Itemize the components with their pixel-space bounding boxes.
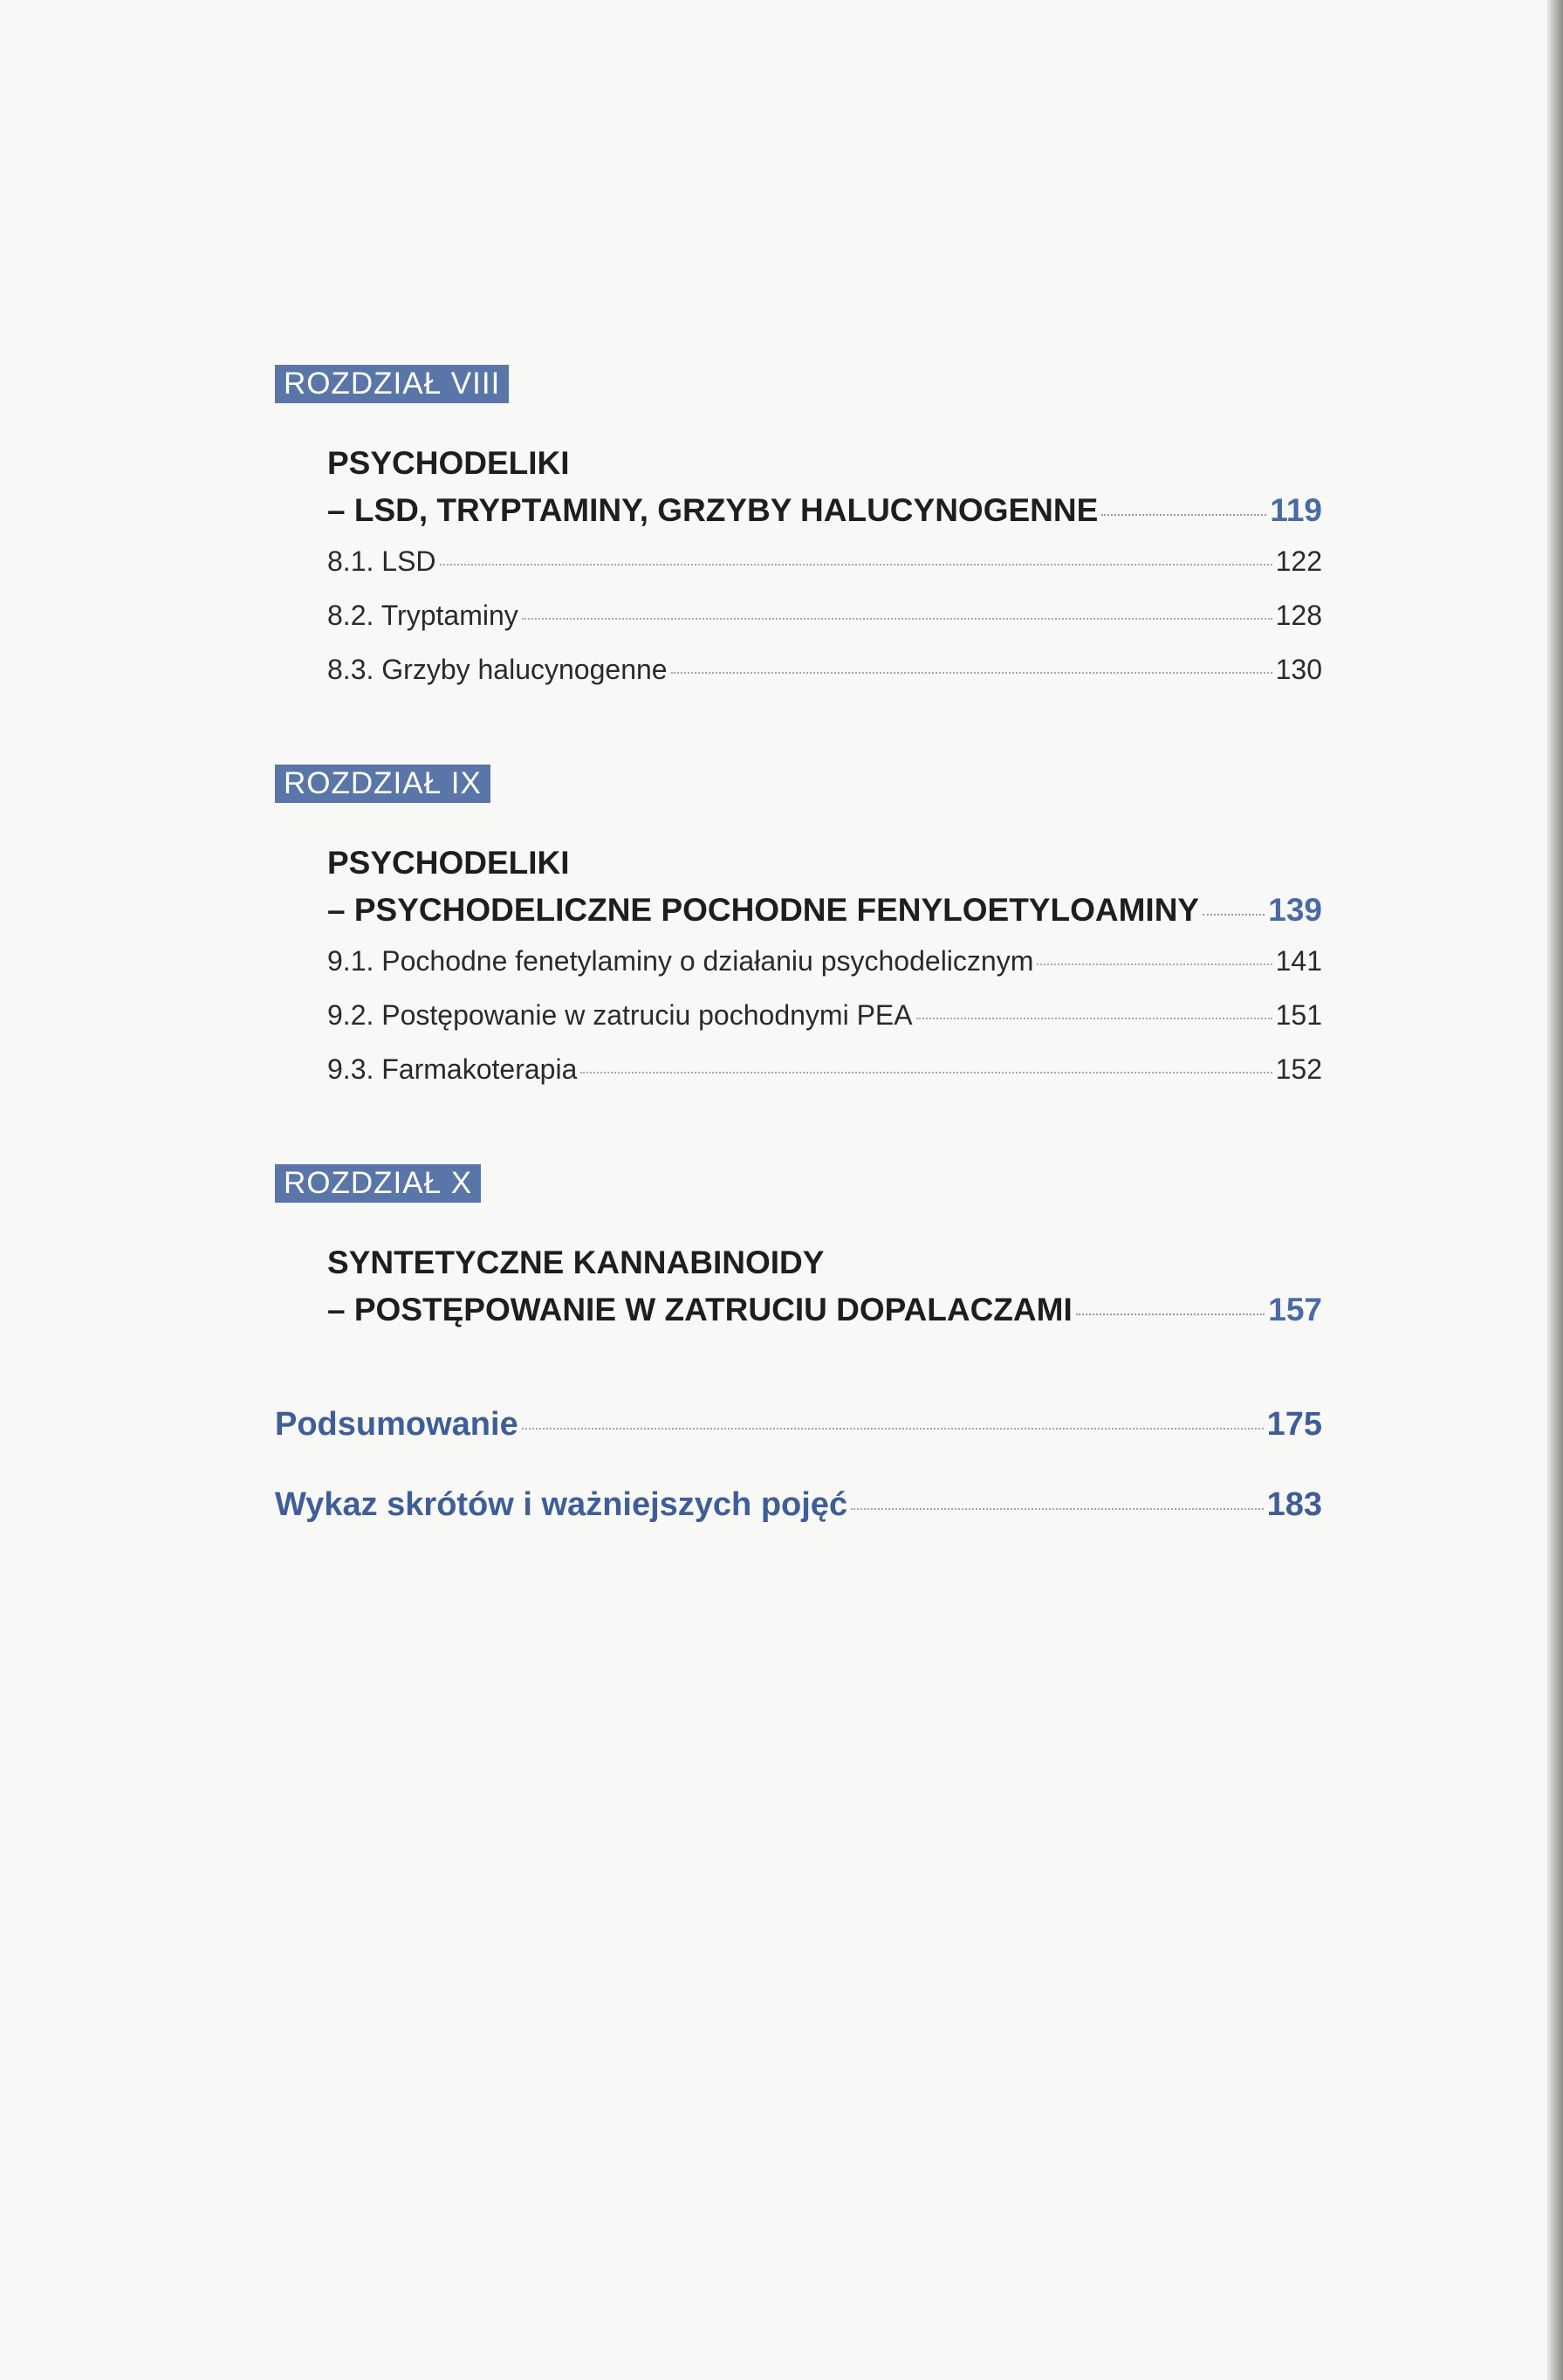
dot-leader: [1101, 514, 1266, 516]
section-entry[interactable]: [327, 1042, 1322, 1096]
chapter-title: PSYCHODELIKI: [327, 445, 570, 481]
chapter-viii: [275, 365, 1322, 696]
section-entry[interactable]: [327, 534, 1322, 588]
dot-leader: [580, 1072, 1272, 1073]
back-matter-label: Podsumowanie: [275, 1406, 518, 1443]
chapter-badge: ROZDZIAŁ X: [275, 1164, 481, 1203]
page-number: 122: [1275, 545, 1322, 577]
chapter-badge: ROZDZIAŁ IX: [275, 765, 490, 803]
page-number: 175: [1266, 1406, 1322, 1443]
section-entry[interactable]: [327, 988, 1322, 1042]
back-matter-label: Wykaz skrótów i ważniejszych pojęć: [275, 1486, 848, 1523]
page-number: 157: [1268, 1292, 1322, 1327]
chapter-entry[interactable]: [327, 1286, 1322, 1334]
chapter-ix: [275, 765, 1322, 1096]
chapter-title: PSYCHODELIKI: [327, 845, 570, 881]
chapter-badge: ROZDZIAŁ VIII: [275, 365, 509, 403]
page-number: 119: [1270, 492, 1322, 528]
chapter-x: [275, 1164, 1322, 1334]
page-number: 152: [1275, 1053, 1322, 1085]
page-number: 151: [1275, 999, 1322, 1031]
page-number: 128: [1275, 600, 1322, 631]
section-entry[interactable]: [327, 642, 1322, 696]
chapter-entry[interactable]: [327, 887, 1322, 934]
page-number: 130: [1275, 654, 1322, 685]
section-label: 9.2. Postępowanie w zatruciu pochodnymi PEA: [327, 999, 913, 1031]
chapter-body: [275, 840, 1322, 1096]
dot-leader: [1203, 914, 1265, 916]
section-label: 8.2. Tryptaminy: [327, 600, 518, 631]
dot-leader: [851, 1508, 1264, 1510]
dot-leader: [916, 1018, 1272, 1019]
dot-leader: [440, 564, 1272, 566]
page-number: 139: [1268, 892, 1322, 928]
dot-leader: [522, 1428, 1264, 1430]
book-spine-shadow: [1547, 0, 1563, 2380]
page-number: 183: [1266, 1486, 1322, 1523]
chapter-subtitle: – POSTĘPOWANIE W ZATRUCIU DOPALACZAMI: [327, 1292, 1073, 1327]
dot-leader: [1076, 1313, 1265, 1315]
chapter-subtitle: – PSYCHODELICZNE POCHODNE FENYLOETYLOAMINY: [327, 892, 1200, 928]
section-entry[interactable]: [327, 934, 1322, 988]
back-matter-entry[interactable]: [275, 1384, 1322, 1464]
section-label: 9.1. Pochodne fenetylaminy o działaniu psychodelicznym: [327, 945, 1034, 977]
chapter-body: [275, 1239, 1322, 1334]
page-number: 141: [1275, 945, 1322, 977]
dot-leader: [671, 672, 1272, 674]
chapter-subtitle: – LSD, TRYPTAMINY, GRZYBY HALUCYNOGENNE: [327, 492, 1099, 528]
table-of-contents: [275, 365, 1322, 1545]
section-label: 8.3. Grzyby halucynogenne: [327, 654, 668, 685]
chapter-entry[interactable]: [327, 487, 1322, 534]
back-matter-entry[interactable]: [275, 1464, 1322, 1545]
chapter-title: SYNTETYCZNE KANNABINOIDY: [327, 1245, 825, 1280]
dot-leader: [522, 618, 1272, 620]
chapter-body: [275, 440, 1322, 696]
section-label: 8.1. LSD: [327, 545, 436, 577]
section-label: 9.3. Farmakoterapia: [327, 1053, 578, 1085]
back-matter: [275, 1384, 1322, 1545]
dot-leader: [1037, 964, 1272, 965]
section-entry[interactable]: [327, 588, 1322, 642]
